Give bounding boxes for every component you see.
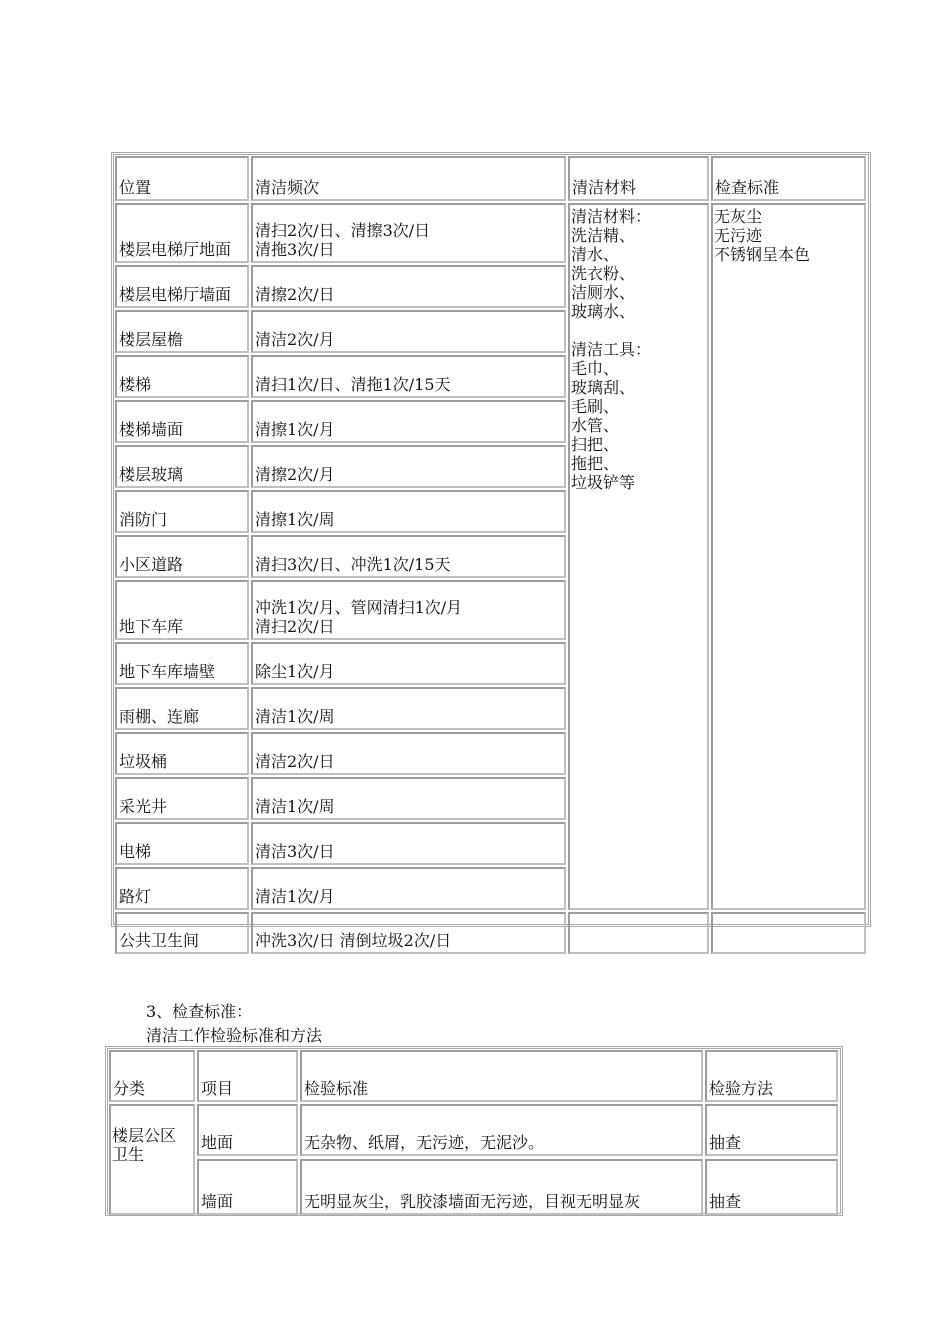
row-frequency-text: 冲洗1次/月、管网清扫1次/月 清扫2次/日 [255, 598, 463, 636]
row-frequency-text: 清洁2次/月 [255, 330, 335, 349]
row-frequency-text: 冲洗3次/日 清倒垃圾2次/日 [255, 931, 452, 950]
header-standard-text: 检查标准 [715, 178, 780, 197]
row-frequency-text: 清擦1次/月 [255, 420, 335, 439]
row-frequency-text: 除尘1次/月 [255, 662, 335, 681]
row-frequency-text: 清洁1次/月 [255, 887, 335, 906]
row-frequency [251, 445, 566, 488]
materials-cell-text: 清洁材料： 洗洁精、 清水、 洗衣粉、 洁厕水、 玻璃水、 清洁工具： 毛巾、 玻璃刮、 毛刷、 水管、 扫把、 拖把、 垃圾铲等 [571, 207, 652, 492]
row-location [115, 445, 249, 488]
row-location-text: 小区道路 [119, 555, 184, 574]
materials-cell [568, 203, 709, 910]
row-location-text: 路灯 [119, 887, 152, 906]
row-frequency-text: 清扫1次/日、清拖1次/15天 [255, 375, 451, 394]
row-item-text: 墙面 [201, 1192, 234, 1211]
header-item [197, 1050, 298, 1102]
row-frequency [251, 355, 566, 398]
row-location-text: 楼梯墙面 [119, 420, 184, 439]
row-frequency-text: 清扫3次/日、冲洗1次/15天 [255, 555, 451, 574]
row-frequency [251, 310, 566, 353]
header-inspection-standard-text: 检验标准 [304, 1079, 369, 1098]
row-frequency [251, 777, 566, 820]
row-frequency [251, 203, 566, 263]
row-frequency-text: 清擦1次/周 [255, 510, 335, 529]
row-location [115, 687, 249, 730]
row-frequency [251, 490, 566, 533]
header-materials-text: 清洁材料 [572, 178, 637, 197]
row-location-text: 垃圾桶 [119, 752, 168, 771]
row-frequency-text: 清洁1次/周 [255, 797, 335, 816]
row-frequency-text: 清擦2次/日 [255, 285, 335, 304]
row-location-text: 采光井 [119, 797, 168, 816]
row-frequency [251, 400, 566, 443]
row-location [115, 203, 249, 263]
header-location [115, 156, 249, 201]
row-frequency [251, 642, 566, 685]
row-frequency-text: 清扫2次/日、清擦3次/日 清拖3次/日 [255, 221, 431, 259]
row-frequency-text: 清擦2次/月 [255, 465, 335, 484]
row-location-text: 电梯 [119, 842, 152, 861]
row-frequency [251, 822, 566, 865]
row-location [115, 867, 249, 910]
row-frequency [251, 912, 566, 954]
row-item [197, 1104, 298, 1156]
row-location-text: 楼梯 [119, 375, 152, 394]
row-location-text: 地下车库墙壁 [119, 662, 216, 681]
header-inspection-standard [300, 1050, 703, 1102]
row-location [115, 355, 249, 398]
last-row-materials [568, 912, 709, 954]
row-method [705, 1159, 838, 1215]
row-frequency [251, 867, 566, 910]
standard-cell [711, 203, 866, 910]
header-item-text: 项目 [201, 1079, 234, 1098]
section-heading: 3、检查标准： [146, 1002, 253, 1021]
row-frequency-text: 清洁3次/日 [255, 842, 335, 861]
row-location-text: 消防门 [119, 510, 168, 529]
row-location [115, 912, 249, 954]
header-category [109, 1050, 195, 1102]
row-location [115, 400, 249, 443]
inspection-standard-table [105, 1046, 843, 1216]
category-cell [109, 1104, 195, 1215]
cleaning-frequency-table [111, 152, 871, 950]
header-frequency [251, 156, 566, 201]
row-location-text: 楼层玻璃 [119, 465, 184, 484]
row-inspection-standard [300, 1159, 703, 1215]
row-location-text: 楼层电梯厅地面 [119, 240, 232, 259]
row-frequency [251, 265, 566, 308]
header-standard [711, 156, 866, 201]
row-location [115, 265, 249, 308]
standard-cell-text: 无灰尘 无污迹 不锈钢呈本色 [714, 207, 811, 264]
row-method-text: 抽查 [709, 1133, 742, 1152]
row-frequency [251, 580, 566, 640]
row-location-text: 楼层屋檐 [119, 330, 184, 349]
header-method-text: 检验方法 [709, 1079, 774, 1098]
row-location-text: 公共卫生间 [119, 931, 200, 950]
row-frequency-text: 清洁2次/日 [255, 752, 335, 771]
row-location-text: 地下车库 [119, 617, 184, 636]
last-row-standard [711, 912, 866, 954]
header-category-text: 分类 [113, 1079, 146, 1098]
row-location [115, 777, 249, 820]
row-location-text: 楼层电梯厅墙面 [119, 285, 232, 304]
row-inspection-standard-text: 无明显灰尘，乳胶漆墙面无污迹，目视无明显灰 [304, 1192, 641, 1211]
row-frequency [251, 535, 566, 578]
header-materials [568, 156, 709, 201]
header-method [705, 1050, 838, 1102]
row-location-text: 雨棚、连廊 [119, 707, 200, 726]
row-frequency-text: 清洁1次/周 [255, 707, 335, 726]
row-item-text: 地面 [201, 1133, 234, 1152]
row-method [705, 1104, 838, 1156]
row-location [115, 732, 249, 775]
row-location [115, 580, 249, 640]
category-cell-text: 楼层公区 卫生 [112, 1126, 177, 1164]
row-location [115, 642, 249, 685]
header-frequency-text: 清洁频次 [255, 178, 320, 197]
row-location [115, 490, 249, 533]
row-inspection-standard [300, 1104, 703, 1156]
section-subheading: 清洁工作检验标准和方法 [146, 1026, 323, 1045]
row-location [115, 310, 249, 353]
row-item [197, 1159, 298, 1215]
row-method-text: 抽查 [709, 1192, 742, 1211]
row-location [115, 822, 249, 865]
row-location [115, 535, 249, 578]
row-frequency [251, 687, 566, 730]
row-inspection-standard-text: 无杂物、纸屑，无污迹，无泥沙。 [304, 1133, 545, 1152]
header-location-text: 位置 [119, 178, 152, 197]
row-frequency [251, 732, 566, 775]
